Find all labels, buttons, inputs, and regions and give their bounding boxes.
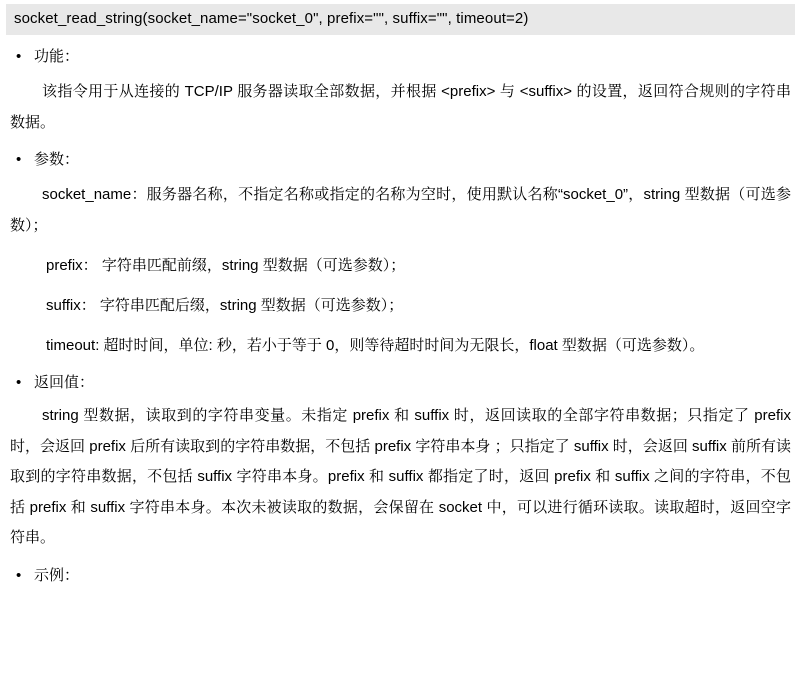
section-label: 示例： <box>34 566 80 584</box>
document-page <box>0 4 801 686</box>
section-label: 返回值： <box>34 374 95 391</box>
section-heading-example <box>0 565 801 587</box>
bullet-icon: • <box>16 566 22 584</box>
section-function-paragraph: 该指令用于从连接的 TCP/IP 服务器读取全部数据，并根据 <prefix> 与 <suffix> 的设置，返回符合规则的字符串数据。 <box>10 83 791 131</box>
return-value-paragraph: string 型数据，读取到的字符串变量。未指定 prefix 和 suffix 时，返回读取的全部字符串数据；只指定了 prefix 时，会返回 prefix 后所有读取到的字符串数据，不包括 prefix 字符串本身 ；只指定了 suffix 时，会返回 suffix 前所有读取到的字符串数据，不包括 suffix 字符串本身。prefix 和 suffix 都指定了时，返回 prefix 和 suffix 之间的字符串，不包括 prefix 和 suffix 字符串本身。本次未被读取的数据，会保留在 socket 中，可以进行循环读取。读取超时，返回空字符串。 <box>10 407 791 546</box>
bullet-icon: • <box>16 374 22 391</box>
parameter-socket-name: socket_name：服务器名称，不指定名称或指定的名称为空时，使用默认名称“socket_0”，string 型数据（可选参数）； <box>10 186 791 234</box>
section-heading-parameters <box>0 149 801 171</box>
section-heading-return-value <box>0 372 801 394</box>
function-signature: socket_read_string(socket_name="socket_0", prefix="", suffix="", timeout=2) <box>6 4 795 35</box>
bullet-icon: • <box>16 151 22 168</box>
parameter-prefix: prefix： 字符串匹配前缀，string 型数据（可选参数）； <box>46 257 406 274</box>
parameter-suffix: suffix： 字符串匹配后缀，string 型数据（可选参数）； <box>46 297 404 314</box>
section-label: 功能： <box>34 48 80 65</box>
section-label: 参数： <box>34 151 80 168</box>
bullet-icon: • <box>16 48 22 65</box>
section-heading-function <box>0 46 801 68</box>
parameter-timeout: timeout: 超时时间，单位: 秒，若小于等于 0，则等待超时时间为无限长，float 型数据（可选参数）。 <box>46 337 705 354</box>
